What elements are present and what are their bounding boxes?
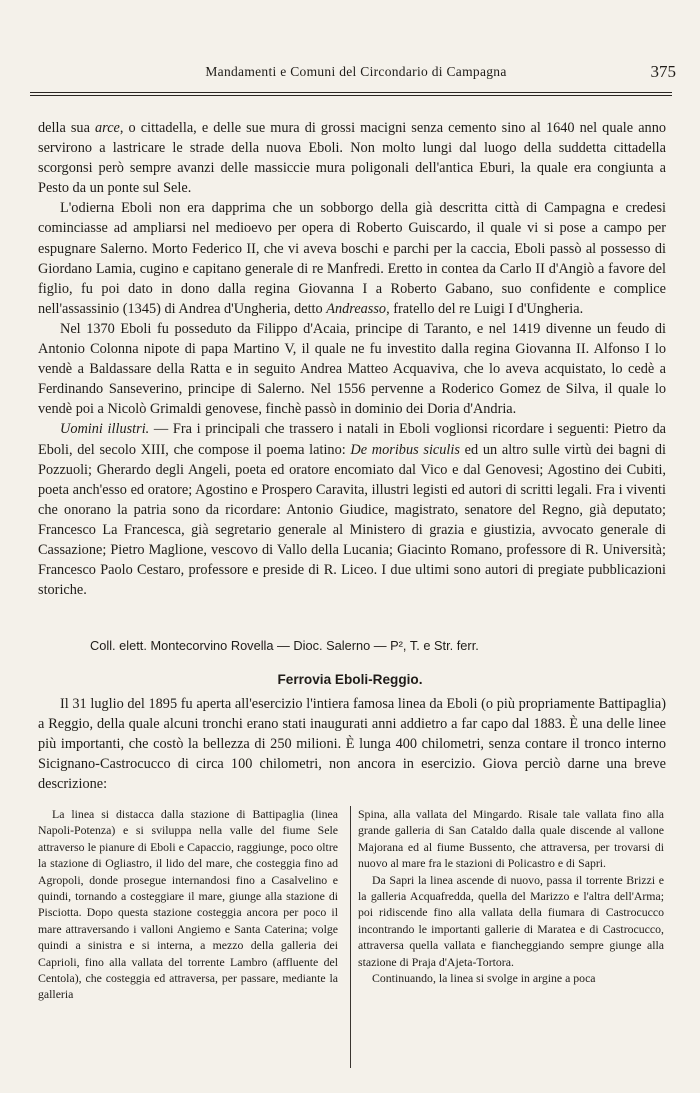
running-header (36, 62, 676, 84)
text-run: , o cittadella, e delle sue mura di grossi macigni senza cemento sino al 1640 nel quale anno servirono a lastricare le strade della nuova Eboli. Non molto lungi dal luogo della suddetta cittadella scorgonsi però sempre avanzi delle massiccie mura poligonali dell'antica Eburi, la quale era congiunta a Pesto da un ponte sul Sele. (38, 120, 666, 197)
column-paragraph: Da Sapri la linea ascende di nuovo, passa il torrente Brizzi e la galleria Acquafredda, quella del Marizzo e l'altra dell'Arma; poi ridiscende fino alla vallata della fiumara di Castrocucco incontrando le importanti gallerie di Maratea e di Castrocucco, attraversa quella vallata e fiancheggiando sempre giunge alla stazione di Praja d'Ajeta-Tortora. (358, 872, 664, 969)
left-column (38, 806, 338, 1003)
paragraph-feudal: Nel 1370 Eboli fu posseduto da Filippo d'Acaia, principe di Taranto, e nel 1419 divenne un feudo di Antonio Colonna nipote di papa Martino V, il quale ne fu investito dalla regina Giovanna II. Alfonso I lo vendè a Baldassare della Ratta e in seguito Andrea Matteo Acquaviva, che lo aveva acquistato, lo cedè a Ferdinando Sanseverino, principe di Salerno. Nel 1556 pervenne a Roderico Gomez de Silva, il quale lo vendè poi a Nicolò Grimaldi genovese, finchè passò in dominio dei Doria d'Andria. (38, 320, 666, 418)
italic-term: arce (95, 120, 120, 136)
italic-title: De moribus siculis (350, 441, 460, 458)
column-divider (350, 806, 351, 1068)
text-run: della sua (38, 120, 96, 136)
two-column-text (38, 806, 666, 1076)
italic-term: Andreasso (326, 300, 387, 317)
column-paragraph: Continuando, la linea si svolge in argine a poca (372, 971, 596, 986)
header-double-rule (30, 92, 672, 96)
paragraph-eburi (38, 118, 666, 198)
italic-heading: Uomini illustri. (60, 421, 150, 438)
column-paragraph: Spina, alla vallata del Mingardo. Risale tale vallata fino alla grande galleria di San Cataldo dalla quale discende al vallone Majorana ed al fiume Bussento, che attraversa, per trovarsi di nuovo al mare fra le stazioni di Policastro e di Sapri. (358, 807, 664, 871)
intro-paragraph: Il 31 luglio del 1895 fu aperta all'esercizio l'intiera famosa linea da Eboli (o più propriamente Battipaglia) a Reggio, della quale alcuni tronchi erano stati inaugurati anni addietro a far capo dal 1883. È una delle linee più importanti, che costò la bellezza di 250 milioni. È lunga 400 chilometri, senza contare il tronco interno Sicignano-Castrocucco di circa 100 chilometri, non ancora in esercizio. Giova perciò darne una breve descrizione: (38, 696, 666, 793)
column-paragraph: La linea si distacca dalla stazione di Battipaglia (linea Napoli-Potenza) e si sviluppa nella valle del fiume Sele attraverso le pianure di Eboli e Capaccio, raggiunge, poco oltre la stazione di Ogliastro, il lido del mare, che costeggia fino ad Agropoli, donde prosegue internandosi fino a Casalvelino e quindi, tornando a costeggiare il mare, giunge alla stazione di Pisciotta. Dopo questa stazione costeggia ancora per poco il mare attraversando i valloni Angiemo e Santa Caterina; volge quindi a sinistra e si interna, a mezzo della galleria dei Caprioli, fino alla vallata del torrente Lambro (affluente del Centola), che costeggia ed attraversa, per passare, mediante la galleria (38, 807, 338, 1002)
text-run: L'odierna Eboli non era dapprima che un sobborgo della già descritta città di Campagna e credesi cominciasse ad ampliarsi nel medioevo per opera di Roberto Guiscardo, il quale vi si pose a campo per espugnare Salerno. Morto Federico II, che vi aveva boschi e parchi per la caccia, Eboli passò al possesso di Giordano Lamia, cugino e capitano generale di re Manfredi. Eretto in contea da Carlo II d'Angiò a favore del figlio, fu poi dato in dono dalla regina Giovanna I a Roberto Gabano, suo confidente e complice nell'assassinio (1345) di Andrea d'Ungheria, detto (38, 200, 666, 317)
right-column (358, 806, 664, 986)
section-intro (38, 694, 666, 794)
text-run: — Fra i principali che trassero i natali in Eboli voglionsi ricordare i seguenti: Pietro da Eboli, del secolo XIII, che compose il poema latino: (38, 421, 666, 458)
electoral-info: Coll. elett. Montecorvino Rovella — Dioc. Salerno — P², T. e Str. ferr. (90, 638, 479, 653)
running-title: Mandamenti e Comuni del Circondario di Campagna (205, 64, 507, 79)
page-number: 375 (650, 62, 676, 81)
text-run: , fratello del re Luigi I d'Ungheria. (386, 300, 584, 317)
main-text (38, 118, 666, 600)
paragraph-illustrious (38, 419, 666, 600)
section-heading: Ferrovia Eboli-Reggio. (277, 672, 423, 687)
paragraph-history (38, 198, 666, 319)
text-run: ed un altro sulle virtù dei bagni di Pozzuoli; Gherardo degli Angeli, poeta ed oratore encomiato dal Vico e dal Genovesi; Agostino dei Cubiti, poeta anch'esso ed oratore; Agostino e Prospero Caravita, illustri legisti ed autori di scritti legali. Fra i viventi che onorano la patria sono da ricordare: Antonio Giudice, magistrato, senatore del Regno, già deputato; Francesco La Francesca, già segretario generale al Ministero di grazia e giustizia, avvocato generale di Cassazione; Pietro Maglione, vescovo di Vallo della Lucania; Giacinto Romano, professore di R. Università; Francesco Paolo Cestaro, professore e preside di R. Liceo. I due ultimi sono autori di pregiate pubblicazioni storiche. (38, 441, 666, 599)
